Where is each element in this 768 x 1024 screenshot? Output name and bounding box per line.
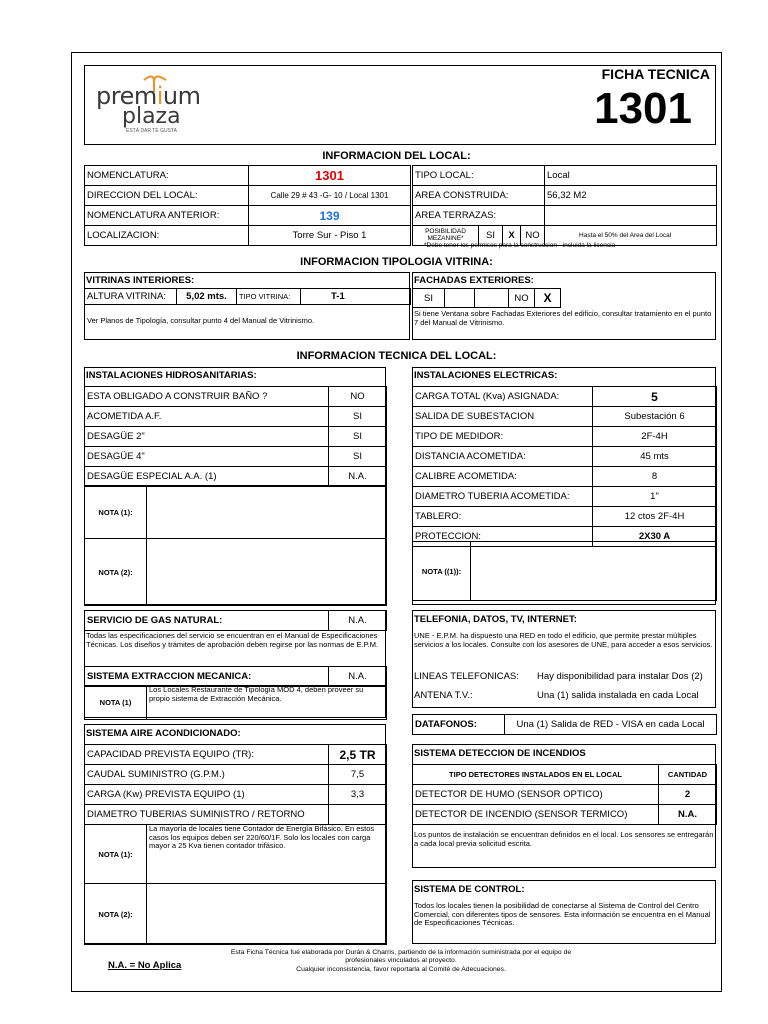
gas-text: Todas las especificaciones del servicio se encuentran en el Manual de Especificaciones Técnicas. Los diseños y trámites de aprobación deben regirse por las normas de E.P.M.: [86, 631, 379, 649]
table-row: [85, 387, 387, 407]
extraccion-title: SISTEMA EXTRACCION MECANICA:: [85, 667, 329, 687]
row-value: 7,5: [329, 765, 387, 785]
mezanine-label: POSIBILIDAD MEZANINE*: [413, 226, 479, 246]
row-label: ESTA OBLIGADO A CONSTRUIR BAÑO ?: [85, 387, 329, 407]
datafonos-row: [412, 714, 717, 735]
aire-nota1-label: NOTA (1):: [85, 825, 147, 884]
mezanine-x: X: [503, 226, 521, 246]
aire-notes: [84, 824, 387, 945]
extraccion-note: [84, 685, 387, 720]
incendios-table: [412, 764, 717, 825]
termico-value: N.A.: [659, 805, 717, 825]
table-row: [85, 785, 387, 805]
row-value: 8: [593, 467, 717, 487]
nomenclatura-value: 1301: [249, 166, 411, 186]
tecnica-title: INFORMACION TECNICA DEL LOCAL:: [296, 350, 497, 362]
tipo-local-label: TIPO LOCAL:: [413, 166, 545, 186]
row-label: DIAMETRO TUBERIA ACOMETIDA:: [413, 487, 593, 507]
hidro-nota1-label: NOTA (1):: [85, 486, 147, 539]
fachadas-si: SI: [413, 289, 445, 308]
info-local-right: [412, 165, 717, 246]
incendios-col1: TIPO DETECTORES INSTALADOS EN EL LOCAL: [413, 765, 659, 785]
datafonos-value: Una (1) Salida de RED - VISA en cada Local: [505, 715, 717, 735]
footer-line-3: Cualquier inconsistencia, favor reportarla al Comité de Adecuaciones.: [296, 965, 506, 973]
mezanine-no: NO: [521, 226, 545, 246]
hidro-title: INSTALACIONES HIDROSANITARIAS:: [86, 370, 257, 381]
elec-nota-label: NOTA ((1)):: [413, 542, 471, 601]
table-row: [413, 507, 717, 527]
nom-anterior-label: NOMENCLATURA ANTERIOR:: [85, 206, 249, 226]
telefonia-title: TELEFONIA, DATOS, TV, INTERNET:: [414, 614, 577, 625]
row-label: SALIDA DE SUBESTACION: [413, 407, 593, 427]
row-label: DESAGÜE 4": [85, 447, 329, 467]
vitrinas-interiores-title: VITRINAS INTERIORES:: [86, 275, 195, 286]
altura-value: 5,02 mts.: [177, 289, 237, 305]
sheet-title: FICHA TECNICA: [601, 66, 710, 82]
footer-note: [196, 949, 606, 974]
tipo-local-value: Local: [545, 166, 717, 186]
row-label: CARGA (Kw) PREVISTA EQUIPO (1): [85, 785, 329, 805]
row-label: CALIBRE ACOMETIDA:: [413, 467, 593, 487]
row-label: TIPO DE MEDIDOR:: [413, 427, 593, 447]
fachadas-no: NO: [509, 289, 535, 308]
table-row: [413, 427, 717, 447]
control-title: SISTEMA DE CONTROL:: [414, 884, 525, 895]
table-row: [85, 447, 387, 467]
localizacion-label: LOCALIZACION:: [85, 226, 249, 246]
nom-anterior-value: 139: [249, 206, 411, 226]
area-value: 56,32 M2: [545, 186, 717, 206]
na-legend: N.A. = No Aplica: [108, 960, 182, 971]
table-row: [85, 407, 387, 427]
aire-nota2-label: NOTA (2):: [85, 884, 147, 945]
row-value: N.A.: [329, 467, 387, 487]
footer-line-1: Esta Ficha Técnica fué elaborada por Durán & Charris, partiendo de la información suministrada por el equipo de: [230, 949, 572, 956]
aire-title: SISTEMA AIRE ACONDICIONADO:: [86, 728, 241, 739]
info-local-title: INFORMACION DEL LOCAL:: [322, 150, 471, 162]
telefonia-text: UNE - E.P.M. ha dispuesto una RED en todo el edificio, que permite prestar múltiples servicios a los locales. Consulte con los asesores de UNE, para acceder a esos servicios.: [414, 631, 713, 649]
row-value: SI: [329, 427, 387, 447]
row-value: 2X30 A: [593, 527, 717, 547]
terrazas-label: AREA TERRAZAS:: [413, 206, 545, 226]
logo-text-2: plaza: [122, 104, 181, 129]
row-value: NO: [329, 387, 387, 407]
logo-text-1b: um: [162, 82, 201, 110]
hidro-table: [84, 386, 387, 487]
footer-line-2: profesionales vinculados al proyecto.: [345, 957, 457, 965]
table-row: [413, 387, 717, 407]
aire-table: [84, 744, 387, 825]
hidro-nota2-label: NOTA (2):: [85, 539, 147, 606]
row-value: 12 ctos 2F-4H: [593, 507, 717, 527]
antena-value: Una (1) salida instalada en cada Local: [537, 690, 699, 701]
row-value: SI: [329, 407, 387, 427]
gas-header: [84, 610, 387, 631]
row-label: CARGA TOTAL (Kva) ASIGNADA:: [413, 387, 593, 407]
logo-tagline: ESTÁ DAR TE GUSTA: [126, 128, 177, 134]
tipo-vitrina-label: TIPO VITRINA:: [237, 289, 301, 305]
terrazas-value: [545, 206, 717, 226]
table-row: [413, 447, 717, 467]
vitrina-title: INFORMACION TIPOLOGIA VITRINA:: [300, 256, 493, 268]
humo-label: DETECTOR DE HUMO (SENSOR OPTICO): [413, 785, 659, 805]
direccion-value: Calle 29 # 43 -G- 10 / Local 1301: [249, 186, 411, 206]
antena-label: ANTENA T.V.:: [414, 690, 473, 701]
row-value: 45 mts: [593, 447, 717, 467]
info-local-left: [84, 165, 411, 246]
altura-label: ALTURA VITRINA:: [85, 289, 177, 305]
incendios-col2: CANTIDAD: [659, 765, 717, 785]
vitrina-altura-row: [84, 288, 411, 305]
mezanine-si: SI: [479, 226, 503, 246]
gas-title: SERVICIO DE GAS NATURAL:: [85, 611, 329, 631]
lineas-label: LINEAS TELEFONICAS:: [414, 671, 519, 682]
humo-value: 2: [659, 785, 717, 805]
row-value: 2F-4H: [593, 427, 717, 447]
lineas-value: Hay disponibilidad para instalar Dos (2): [537, 671, 703, 682]
extraccion-header: [84, 666, 387, 687]
row-value: 5: [593, 387, 717, 407]
row-label: DESAGÜE ESPECIAL A.A. (1): [85, 467, 329, 487]
row-label: ACOMETIDA A.F.: [85, 407, 329, 427]
aire-nota1-text: La mayoría de locales tiene Contador de Energía Bifásico. En estos casos los equipos deben ser 220/60/1F. Solo los locales con carga mayor a 25 Kva tienen contador trifásico.: [147, 825, 387, 884]
row-label: DISTANCIA ACOMETIDA:: [413, 447, 593, 467]
table-row: [85, 745, 387, 765]
localizacion-value: Torre Sur - Piso 1: [249, 226, 411, 246]
table-row: [413, 407, 717, 427]
extraccion-value: N.A.: [329, 667, 387, 687]
elec-notes: [412, 541, 717, 601]
extraccion-text: Los Locales Restaurante de Tipología MOD 4, deben proveer su propio sistema de Extracción Mecánica.: [147, 686, 387, 720]
table-row: [413, 467, 717, 487]
fachadas-x: X: [535, 289, 561, 308]
row-label: PROTECCION:: [413, 527, 593, 547]
table-row: [85, 805, 387, 825]
row-value: Subestación 6: [593, 407, 717, 427]
extraccion-nota-label: NOTA (1): [85, 686, 147, 720]
hidro-notes: [84, 485, 387, 606]
row-value: 2,5 TR: [329, 745, 387, 765]
row-label: CAPACIDAD PREVISTA EQUIPO (TR):: [85, 745, 329, 765]
table-row: [85, 467, 387, 487]
row-value: 1": [593, 487, 717, 507]
mezanine-note: Hasta el 50% del Area del Local: [545, 226, 717, 246]
fachadas-text: Si tiene Ventana sobre Fachadas Exteriores del edificio, consultar tratamiento en el punto 7 del Manual de Vitrinismo.: [414, 309, 712, 327]
sheet-number: 1301: [594, 84, 692, 133]
row-label: DIAMETRO TUBERIAS SUMINISTRO / RETORNO: [85, 805, 329, 825]
incendios-title: SISTEMA DETECCION DE INCENDIOS: [414, 748, 586, 759]
direccion-label: DIRECCION DEL LOCAL:: [85, 186, 249, 206]
fachadas-row: [412, 288, 717, 308]
incendios-text: Los puntos de instalación se encuentran definidos en el local. Los sensores se entregarán a cada local previa solicitud escrita.: [414, 830, 714, 848]
elec-table: [412, 386, 717, 547]
vitrinas-interiores-text: Ver Planos de Tipología, consultar punto 4 del Manual de Vitrinismo.: [87, 316, 315, 325]
row-label: TABLERO:: [413, 507, 593, 527]
nomenclatura-label: NOMENCLATURA:: [85, 166, 249, 186]
table-row: [85, 427, 387, 447]
area-label: AREA CONSTRUIDA:: [413, 186, 545, 206]
row-value: 3,3: [329, 785, 387, 805]
datafonos-label: DATAFONOS:: [413, 715, 505, 735]
table-row: [413, 487, 717, 507]
row-value: [329, 805, 387, 825]
logo-text-1: prem: [96, 82, 157, 110]
table-row: [85, 765, 387, 785]
control-text: Todos los locales tienen la posibilidad de conectarse al Sistema de Control del Centro Comercial, con diferentes tipos de sensores. Esta información se encuentra en el Manual de Especificaciones Técnicas.: [414, 901, 711, 928]
mezanine-footnote: *Debe tener los permisos para la construccion - incluida la licencia: [424, 242, 616, 249]
tipo-vitrina-value: T-1: [301, 289, 411, 305]
row-label: CAUDAL SUMINISTRO (G.P.M.): [85, 765, 329, 785]
fachadas-title: FACHADAS EXTERIORES:: [414, 275, 534, 286]
termico-label: DETECTOR DE INCENDIO (SENSOR TERMICO): [413, 805, 659, 825]
row-label: DESAGÜE 2": [85, 427, 329, 447]
row-value: SI: [329, 447, 387, 467]
logo: premium plaza ESTÁ DAR TE GUSTA: [96, 70, 216, 136]
gas-value: N.A.: [329, 611, 387, 631]
elec-title: INSTALACIONES ELECTRICAS:: [414, 370, 558, 381]
